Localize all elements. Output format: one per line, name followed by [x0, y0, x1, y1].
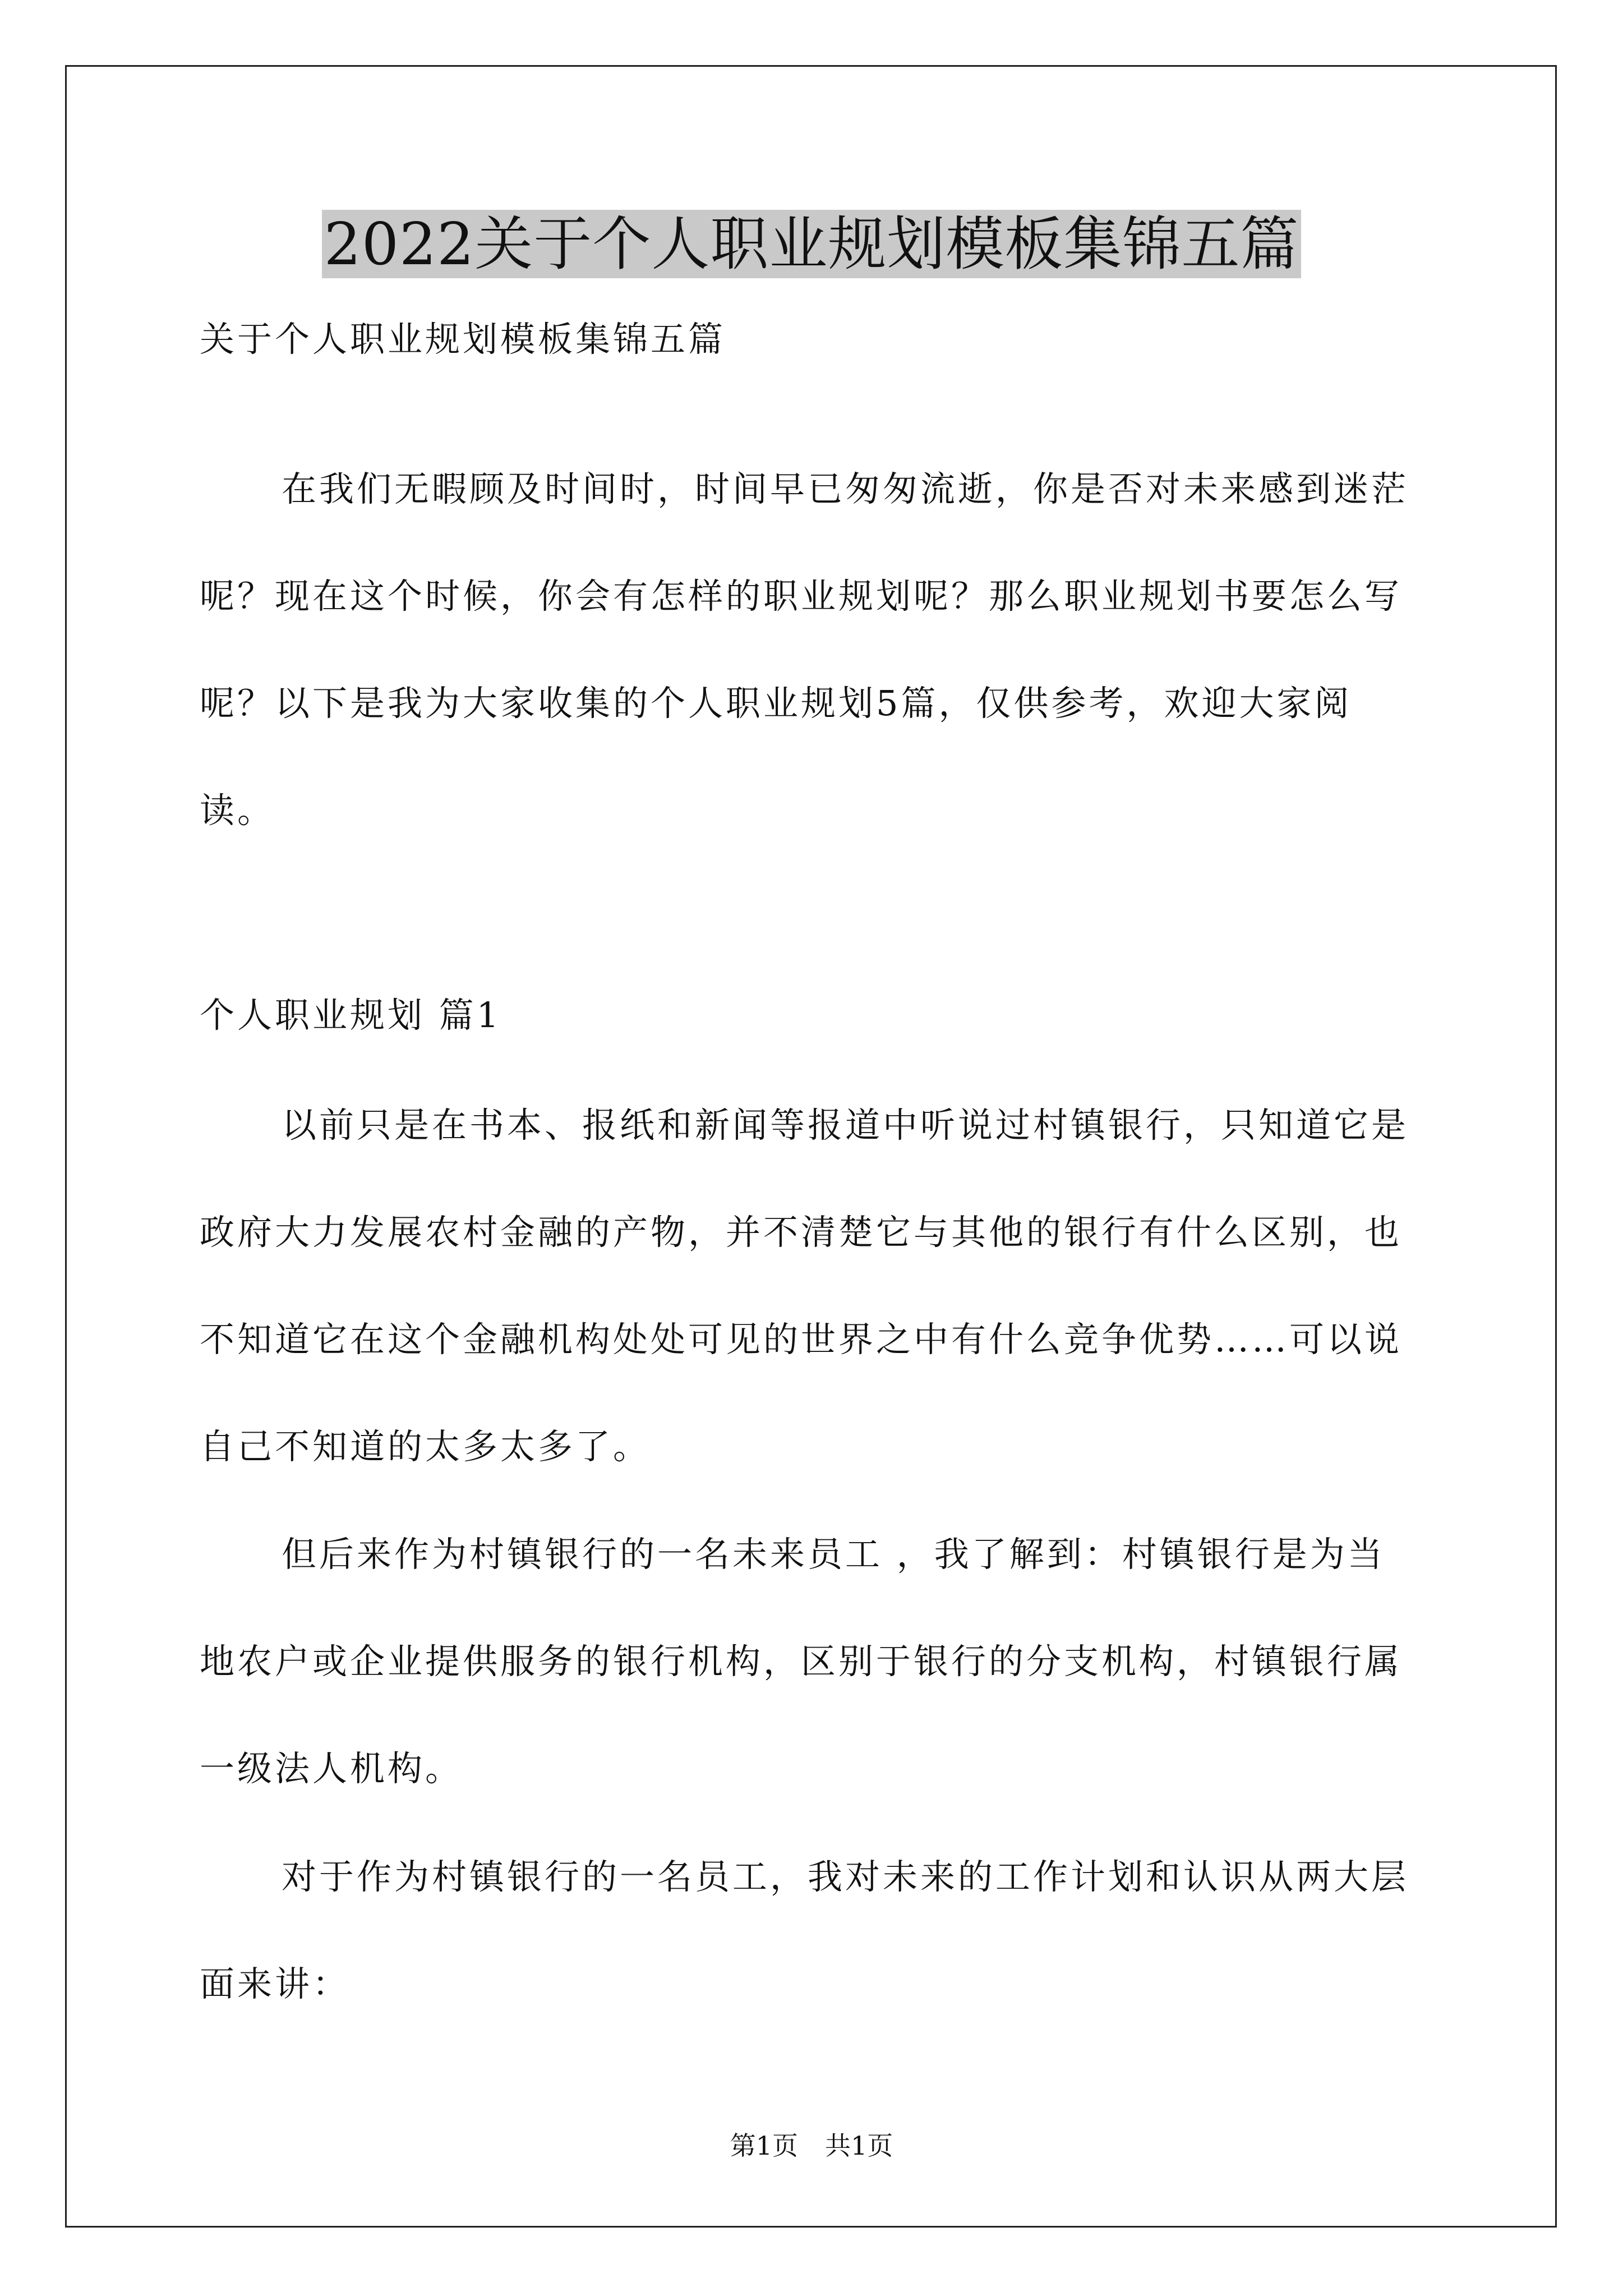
total-page-count: 共1页 [825, 2131, 893, 2161]
current-page-number: 第1页 [730, 2131, 798, 2161]
document-subtitle: 关于个人职业规划模板集锦五篇 [200, 319, 726, 360]
body-paragraph: 以前只是在书本、报纸和新闻等报道中听说过村镇银行，只知道它是政府大力发展农村金融的产物，并不清楚它与其他的银行有什么区别，也不知道它在这个金融机构处处可见的世界之中有什么竞争优势……可以说自己不知道的太多太多了。 [200, 1105, 1409, 1467]
body-paragraph: 对于作为村镇银行的一名员工，我对未来的工作计划和认识从两大层面来讲： [200, 1856, 1409, 2004]
page-footer [0, 2129, 1623, 2162]
intro-paragraph: 在我们无暇顾及时间时，时间早已匆匆流逝，你是否对未来感到迷茫呢？现在这个时候，你会有怎样的职业规划呢？那么职业规划书要怎么写呢？以下是我为大家收集的个人职业规划5篇，仅供参考，欢迎大家阅读。 [200, 468, 1409, 831]
document-title-text: 2022关于个人职业规划模板集锦五篇 [322, 210, 1302, 278]
body-paragraph: 但后来作为村镇银行的一名未来员工 ，我了解到：村镇银行是为当地农户或企业提供服务的银行机构，区别于银行的分支机构，村镇银行属一级法人机构。 [200, 1534, 1403, 1789]
document-title [0, 205, 1623, 283]
section-heading: 个人职业规划 篇1 [200, 995, 502, 1036]
